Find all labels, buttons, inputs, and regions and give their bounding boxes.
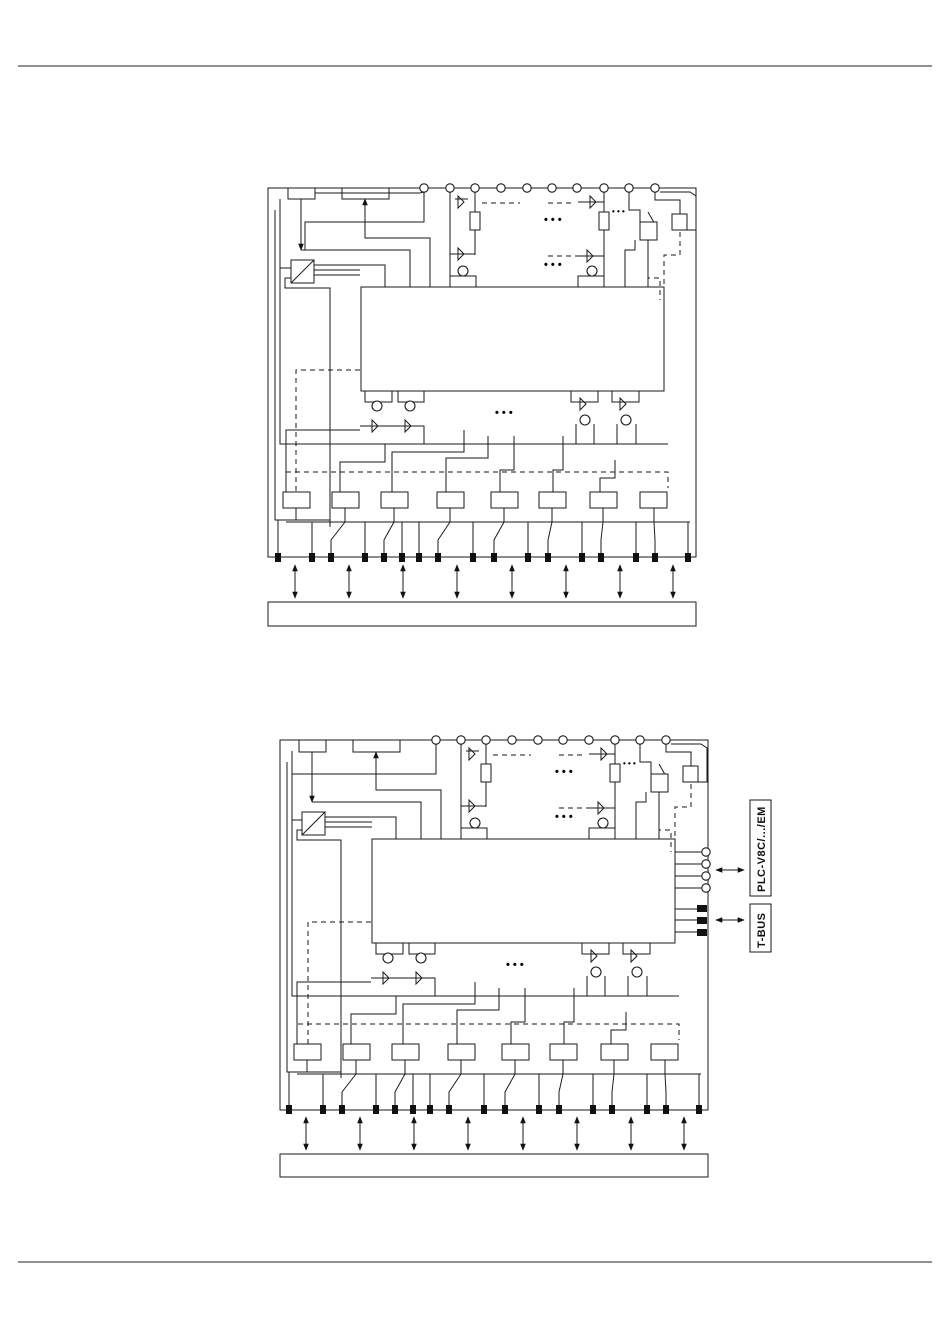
ellipsis-top-upper: • • • (555, 766, 573, 778)
block-diagram-2 (280, 736, 771, 1177)
io-arrows (306, 1117, 684, 1150)
top-channel-2 (559, 744, 620, 839)
ellipsis-top-lower: • • • (544, 259, 562, 271)
ellipsis-switch: • • • (623, 759, 636, 768)
ellipsis-top-upper: • • • (544, 214, 562, 226)
io-arrows (295, 565, 673, 598)
output-relay-row (294, 1044, 678, 1060)
field-connector-bar (268, 602, 696, 626)
lower-opto-left (360, 391, 424, 444)
lower-opto-right (571, 391, 639, 444)
ellipsis-switch: • • • (612, 207, 625, 216)
switch-contacts (636, 744, 707, 852)
pin-drops (278, 508, 688, 557)
right-interface (675, 800, 771, 952)
switch-contacts (625, 192, 696, 300)
field-connector-bar (280, 1154, 708, 1177)
top-channel-1 (461, 744, 531, 839)
top-channel-2 (548, 192, 609, 287)
ellipsis-mid: • • • (495, 407, 513, 419)
power-supply-box (288, 188, 315, 199)
logic-block (361, 287, 664, 391)
top-channel-1 (450, 192, 520, 287)
power-supply-box (299, 740, 326, 752)
logic-block (372, 839, 675, 943)
plc-label: PLC-V8C/.../EM (756, 806, 768, 892)
output-relay-row (283, 492, 667, 508)
bus-connector-box (353, 740, 400, 752)
ellipsis-mid: • • • (506, 959, 524, 971)
pin-drops (289, 1060, 699, 1110)
lower-opto-left (371, 943, 435, 996)
lower-opto-right (582, 943, 650, 996)
tbus-label: T-BUS (756, 912, 768, 948)
ellipsis-top-lower: • • • (555, 811, 573, 823)
block-diagram-1 (268, 184, 696, 626)
